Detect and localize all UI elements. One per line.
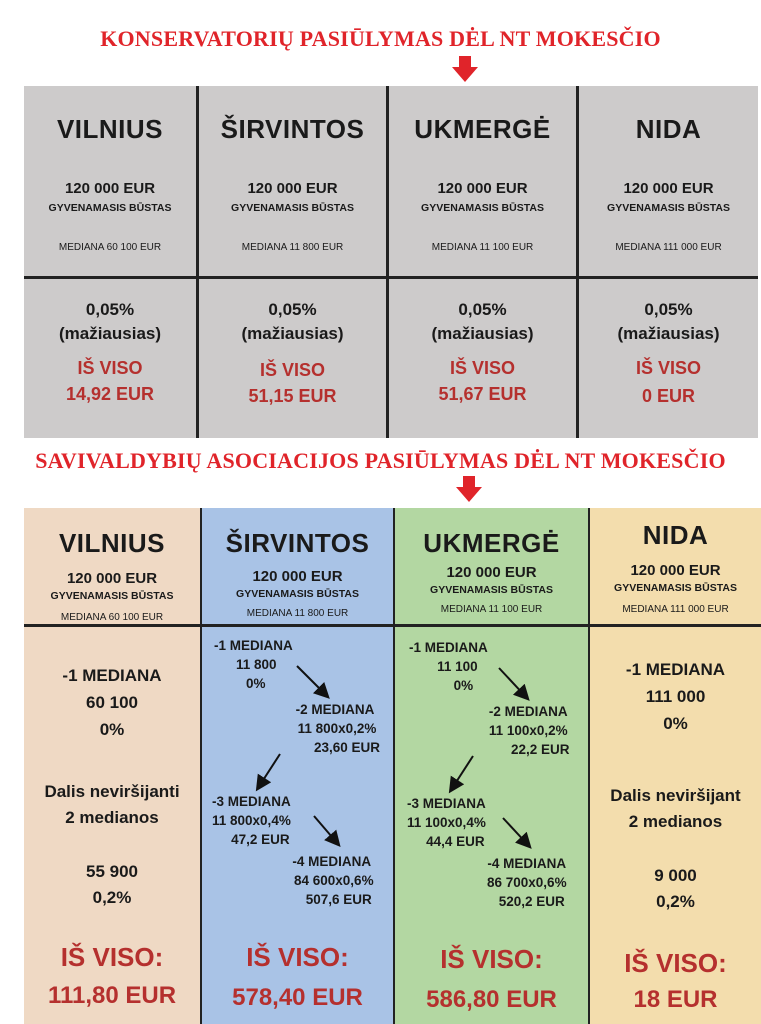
step-value: 11 800: [236, 657, 277, 672]
tax-rate-note: (mažiausias): [617, 324, 720, 343]
step-label: -2 MEDIANA: [295, 702, 375, 717]
property-type: GYVENAMASIS BŪSTAS: [607, 202, 730, 214]
median-label: MEDIANA 11 100 EUR: [440, 604, 543, 615]
part-rate: 0,2%: [92, 888, 132, 907]
step-result: 23,60 EUR: [314, 740, 381, 755]
total-value: 111,80 EUR: [47, 982, 177, 1009]
property-price: 120 000 EUR: [247, 180, 338, 197]
tax-rate: 0,05%: [85, 300, 135, 319]
step-formula: 11 100x0,2%: [488, 723, 568, 738]
part-label: Dalis neviršijanti: [44, 782, 180, 801]
property-type: GYVENAMASIS BŪSTAS: [236, 588, 359, 600]
total-value: 51,67 EUR: [438, 384, 527, 404]
city-name: UKMERGĖ: [414, 114, 551, 144]
step-label: -1 MEDIANA: [214, 638, 293, 653]
total-value: 18 EUR: [633, 986, 718, 1013]
step-label: -2 MEDIANA: [488, 704, 568, 719]
step-formula: 86 700x0,6%: [487, 875, 567, 890]
top-column-ukmerge: [389, 86, 576, 438]
step-label: -3 MEDIANA: [212, 794, 291, 809]
step-rate: 0%: [453, 678, 474, 693]
median-1-value: 111 000: [645, 687, 706, 706]
step-result: 520,2 EUR: [498, 894, 565, 909]
city-name: NIDA: [635, 114, 702, 144]
property-type: GYVENAMASIS BŪSTAS: [430, 584, 553, 596]
step-label: -4 MEDIANA: [292, 854, 372, 869]
bottom-table: [24, 508, 761, 1024]
bottom-heading: SAVIVALDYBIŲ ASOCIACIJOS PASIŪLYMAS DĖL NT MOKESČIO: [35, 448, 726, 473]
property-type: GYVENAMASIS BŪSTAS: [614, 582, 737, 594]
median-label: MEDIANA 60 100 EUR: [60, 612, 164, 623]
step-label: -1 MEDIANA: [409, 640, 488, 655]
step-label: -4 MEDIANA: [487, 856, 567, 871]
total-value: 51,15 EUR: [248, 386, 337, 406]
median-label: MEDIANA 11 800 EUR: [246, 608, 349, 619]
step-result: 507,6 EUR: [305, 892, 372, 907]
top-column-sirvintos: [199, 86, 386, 438]
property-type: GYVENAMASIS BŪSTAS: [231, 202, 354, 214]
bottom-column-sirvintos: [202, 508, 393, 1024]
step-formula: 11 800x0,4%: [212, 813, 291, 828]
total-label: IŠ VISO:: [624, 948, 727, 978]
property-price: 120 000 EUR: [446, 564, 537, 581]
arrow-down-icon: [456, 476, 482, 502]
part-value: 9 000: [654, 866, 697, 885]
median-1-label: -1 MEDIANA: [625, 660, 726, 679]
property-price: 120 000 EUR: [630, 562, 721, 579]
city-name: ŠIRVINTOS: [220, 114, 365, 144]
total-label: IŠ VISO:: [60, 942, 164, 972]
step-formula: 11 100x0,4%: [407, 815, 486, 830]
bottom-column-nida: [590, 508, 761, 1024]
property-price: 120 000 EUR: [66, 570, 158, 587]
property-type: GYVENAMASIS BŪSTAS: [50, 590, 174, 602]
median-1-label: -1 MEDIANA: [62, 666, 162, 685]
total-label: IŠ VISO: [77, 358, 143, 378]
top-column-vilnius: [24, 86, 196, 438]
median-1-rate: 0%: [663, 714, 688, 733]
city-name: VILNIUS: [56, 114, 164, 144]
median-1-rate: 0%: [99, 720, 125, 739]
step-formula: 11 800x0,2%: [297, 721, 377, 736]
step-formula: 84 600x0,6%: [294, 873, 374, 888]
total-value: 0 EUR: [641, 386, 695, 406]
median-label: MEDIANA 111 000 EUR: [615, 242, 722, 253]
property-type: GYVENAMASIS BŪSTAS: [421, 202, 544, 214]
top-column-nida: [579, 86, 758, 438]
step-result: 22,2 EUR: [511, 742, 570, 757]
top-heading: KONSERVATORIŲ PASIŪLYMAS DĖL NT MOKESČIO: [100, 26, 661, 51]
part-value: 55 900: [86, 862, 138, 881]
column-divider: [200, 508, 202, 1024]
total-label: IŠ VISO: [635, 358, 702, 378]
column-divider: [588, 508, 590, 1024]
total-label: IŠ VISO: [449, 358, 516, 378]
median-label: MEDIANA 60 100 EUR: [58, 242, 162, 253]
median-1-value: 60 100: [86, 693, 138, 712]
top-table: [24, 86, 758, 438]
step-rate: 0%: [246, 676, 266, 691]
tax-rate: 0,05%: [458, 300, 507, 319]
step-result: 44,4 EUR: [426, 834, 485, 849]
total-label: IŠ VISO:: [440, 944, 543, 974]
median-label: MEDIANA 111 000 EUR: [622, 604, 729, 615]
step-label: -3 MEDIANA: [407, 796, 486, 811]
property-price: 120 000 EUR: [437, 180, 528, 197]
tax-rate-note: (mažiausias): [241, 324, 344, 343]
property-price: 120 000 EUR: [64, 180, 156, 197]
part-rate: 0,2%: [656, 892, 695, 911]
arrow-down-icon: [452, 56, 478, 82]
total-value: 14,92 EUR: [65, 384, 155, 404]
total-label: IŠ VISO:: [246, 942, 349, 972]
part-label-2: 2 medianos: [65, 808, 159, 827]
city-name: VILNIUS: [58, 528, 166, 558]
step-result: 47,2 EUR: [231, 832, 290, 847]
city-name: ŠIRVINTOS: [225, 528, 370, 558]
bottom-column-vilnius: [24, 508, 200, 1024]
tax-rate-note: (mažiausias): [431, 324, 534, 343]
tax-rate: 0,05%: [644, 300, 693, 319]
tax-rate-note: (mažiausias): [58, 324, 162, 343]
total-value: 578,40 EUR: [232, 984, 363, 1011]
bottom-column-ukmerge: [395, 508, 588, 1024]
property-price: 120 000 EUR: [252, 568, 343, 585]
part-label-2: 2 medianos: [628, 812, 723, 831]
property-type: GYVENAMASIS BŪSTAS: [48, 202, 172, 214]
total-label: IŠ VISO: [259, 360, 326, 380]
part-label: Dalis neviršijant: [610, 786, 741, 805]
city-name: NIDA: [642, 520, 709, 550]
property-price: 120 000 EUR: [623, 180, 714, 197]
median-label: MEDIANA 11 800 EUR: [241, 242, 344, 253]
step-value: 11 100: [437, 659, 478, 674]
median-label: MEDIANA 11 100 EUR: [431, 242, 534, 253]
total-value: 586,80 EUR: [426, 986, 557, 1013]
tax-rate: 0,05%: [268, 300, 317, 319]
column-divider: [393, 508, 395, 1024]
city-name: UKMERGĖ: [423, 528, 560, 558]
